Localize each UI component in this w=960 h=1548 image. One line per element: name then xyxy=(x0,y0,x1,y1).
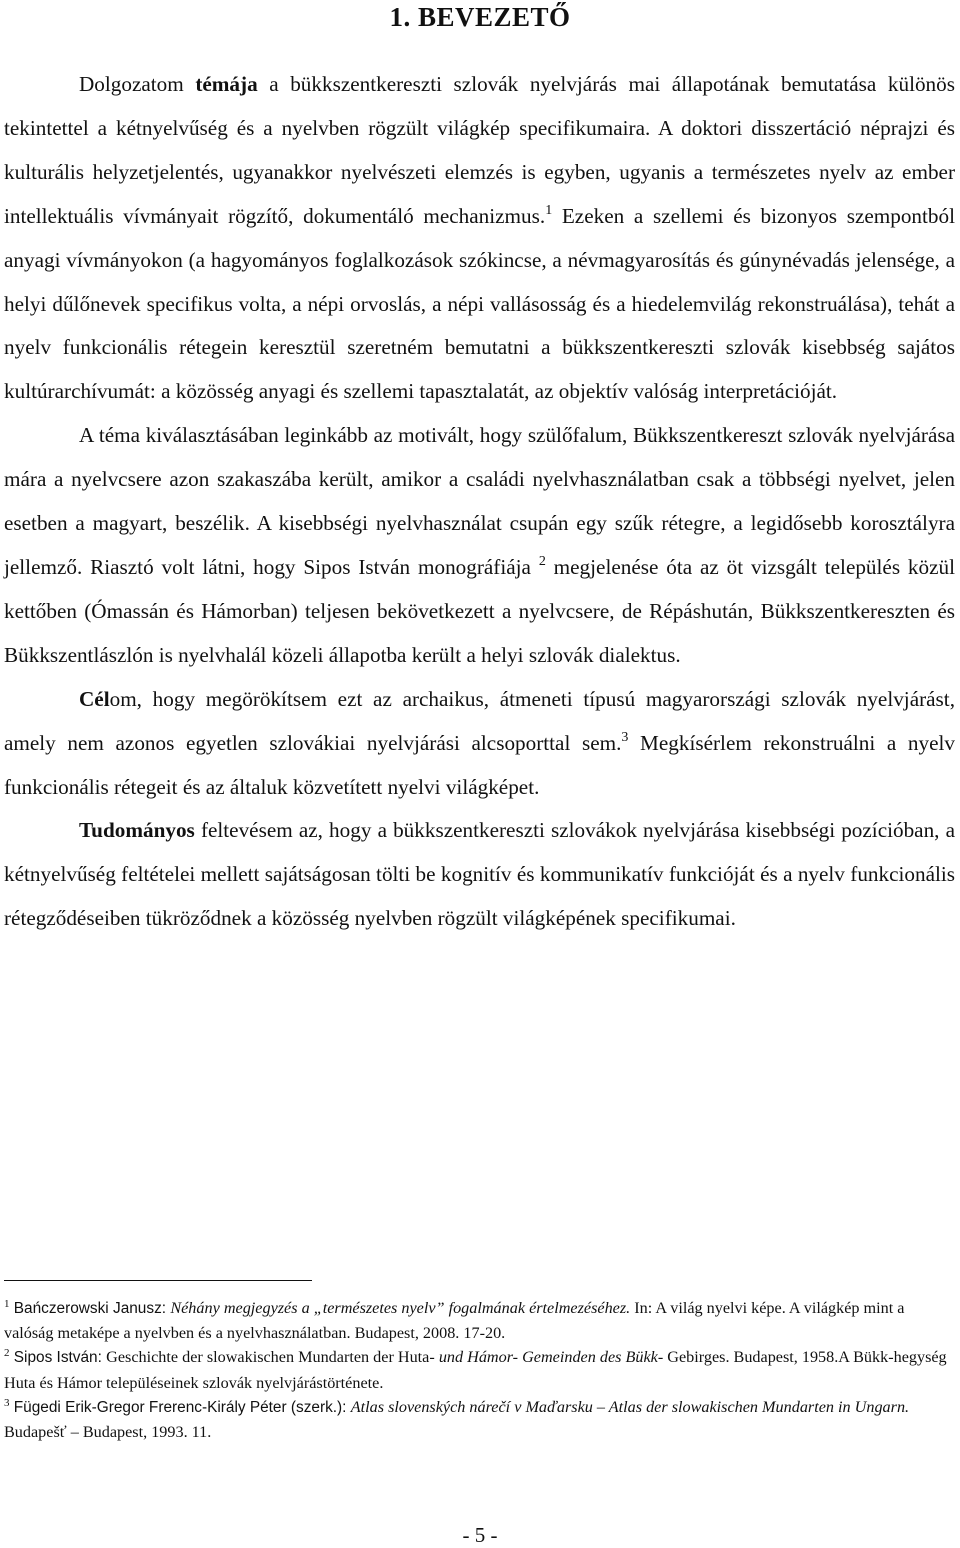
footnote-ref-2[interactable]: 2 xyxy=(538,553,546,569)
paragraph-3-text-b: Megkísérlem rekonstruálni a nyelv funkcionális rétegeit és az általuk közvetített nyelvi világképet. xyxy=(4,730,956,799)
paragraph-3 xyxy=(4,678,955,810)
footnote-2-number: 2 xyxy=(4,1347,10,1360)
footnote-2-author: Sipos István: xyxy=(9,1349,107,1367)
footnote-1-rest: In: A világ nyelvi képe. A világkép mint a valóság metaképe a nyelvben és a nyelvhasználatban. Budapest, 2008. 17-20. xyxy=(4,1299,905,1343)
footnote-2-rest: Gebirges. Budapest, 1958.A Bükk-hegység Huta és Hámor településeinek szlovák nyelvjárástörténete. xyxy=(4,1348,947,1392)
footnote-3-title: Atlas slovenských nárečí v Maďarsku – Atlas der slowakischen Mundarten in Ungarn. xyxy=(350,1397,910,1416)
footnote-3-author: Fügedi Erik-Gregor Frerenc-Király Péter (szerk.): xyxy=(9,1398,351,1416)
footnote-separator xyxy=(4,1280,312,1281)
footnote-3-rest: Budapešť – Budapest, 1993. 11. xyxy=(4,1423,212,1442)
paragraph-1-bold: témája xyxy=(195,72,258,96)
paragraph-4 xyxy=(4,809,955,941)
paragraph-1-text-a: a bükkszentkereszti szlovák nyelvjárás mai állapotának bemutatása különös tekintettel a kétnyelvűség és a nyelvben rögzült világkép specifikumaira. A doktori disszertáció néprajzi és kulturális helyzetjelentés, ugyanakkor nyelvészeti elemzés is egyben, ugyanis a természetes nyelv az ember intellektuális vívmányait rögzítő, dokumentáló mechanizmus. xyxy=(4,72,955,228)
footnote-3-number: 3 xyxy=(4,1396,10,1409)
footnote-2-title: Geschichte der slowakischen Mundarten der Huta- xyxy=(106,1348,435,1367)
footnote-1 xyxy=(4,1296,955,1345)
paragraph-4-text: feltevésem az, hogy a bükkszentkereszti szlovákok nyelvjárása kisebbségi pozícióban, a kétnyelvűség feltételei mellett sajátságosan tölti be kognitív és kommunikatív funkcióját és a nyelv funkcionális rétegződéseiben tükröződnek a közösség nyelvben rögzült világképének specifikumai. xyxy=(4,818,955,931)
footnote-3 xyxy=(4,1395,955,1444)
footnote-1-number: 1 xyxy=(4,1298,10,1310)
body-text xyxy=(4,63,955,941)
paragraph-2-text-a: A téma kiválasztásában leginkább az motivált, hogy szülőfalum, Bükkszentkereszt szlovák nyelvjárása mára a nyelvcsere azon szakaszába került, amikor a családi nyelvhasználatban csak a többségi nyelvet, jelen esetben a magyart, beszélik. A kisebbségi nyelvhasználat csupán egy szűk rétegre, a legidősebb korosztályra jellemző. Riasztó volt látni, hogy Sipos István monográfiája xyxy=(4,423,955,579)
footnote-ref-1[interactable]: 1 xyxy=(545,202,553,218)
paragraph-1-intro: Dolgozatom xyxy=(79,72,196,96)
paragraph-3-bold: Cél xyxy=(79,686,110,711)
paragraph-3-text-a: om, hogy megörökítsem ezt az archaikus, átmeneti típusú magyarországi szlovák nyelvjárást, amely nem azonos egyetlen szlovákiai nyelvjárási alcsoporttal sem. xyxy=(4,686,955,755)
footnote-2 xyxy=(4,1345,955,1394)
footnote-1-author: Bańczerowski Janusz: xyxy=(9,1300,171,1317)
footnote-2-title-italic: und Hámor- Gemeinden des Bükk- xyxy=(434,1348,664,1367)
paragraph-4-bold: Tudományos xyxy=(79,818,195,843)
chapter-heading: 1. BEVEZETŐ xyxy=(389,2,571,32)
paragraph-1-text-b: Ezeken a szellemi és bizonyos szempontból anyagi vívmányokon (a hagyományos foglalkozások szókincse, a névmagyarosítás és gúnynévadás jelensége, a helyi dűlőnevek specifikus volta, a népi orvoslás, a népi vallásosság és a hiedelemvilág rekonstruálása), tehát a nyelv funkcionális rétegein keresztül szeretném bemutatni a bükkszentkereszti szlovák kisebbség sajátos kultúrarchívumát: a közösség anyagi és szellemi tapasztalatát, az objektív valóság interpretációját. xyxy=(4,203,955,404)
footnote-1-title: Néhány megjegyzés a „természetes nyelv” fogalmának értelmezéséhez. xyxy=(170,1299,631,1317)
footnote-ref-3[interactable]: 3 xyxy=(621,729,629,745)
footnotes xyxy=(4,1296,955,1444)
paragraph-1 xyxy=(4,63,955,414)
page-number: - 5 - xyxy=(462,1523,498,1547)
paragraph-2 xyxy=(4,414,955,677)
paragraph-2-text-b: megjelenése óta az öt vizsgált település közül kettőben (Ómassán és Hámorban) teljesen bekövetkezett a nyelvcsere, de Répáshután, Bükkszentkereszten és Bükkszentlászlón is nyelvhalál közeli állapotba került a helyi szlovák dialektus. xyxy=(4,554,955,667)
